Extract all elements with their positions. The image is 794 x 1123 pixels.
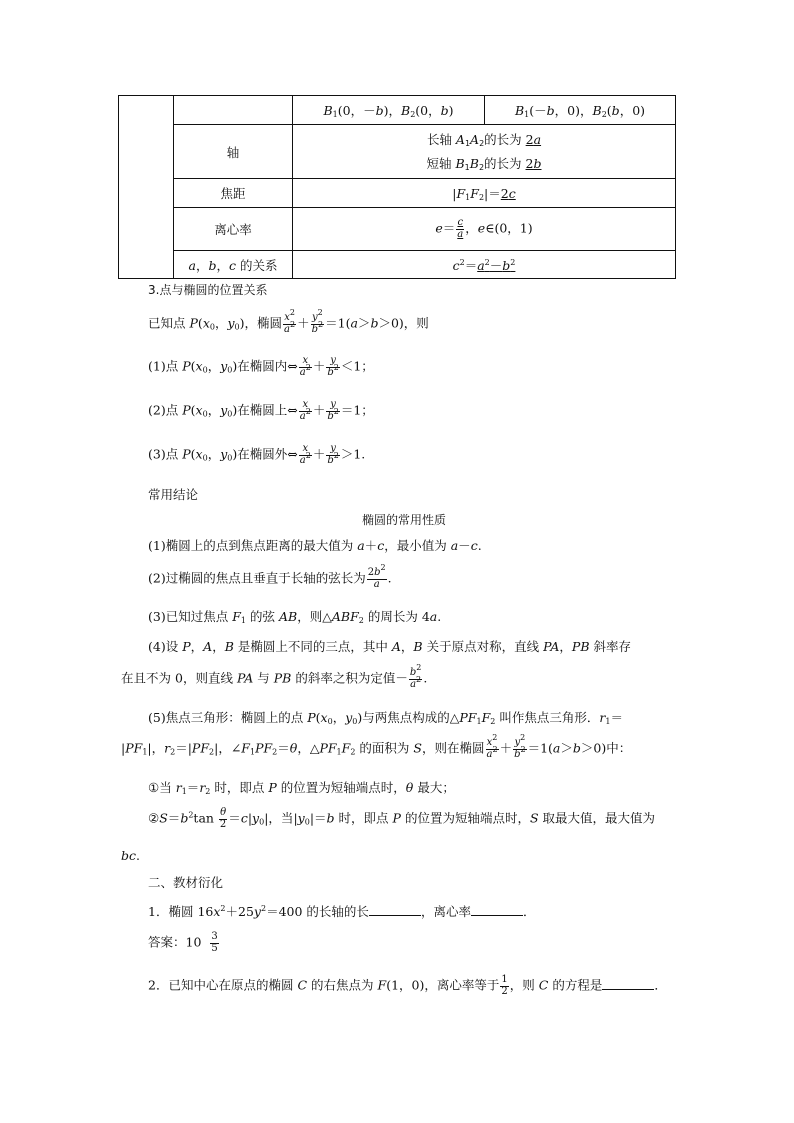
focal-value: $|F_1F_2|=2c$ [452, 186, 516, 202]
section3-heading: 3.点与椭圆的位置关系 [148, 283, 268, 297]
focal-label: 焦距 [220, 186, 246, 201]
conclusion-5-line1: (5)焦点三角形：椭圆上的点 $P(x_0$，$y_0$)与两焦点构成的$\triangle PF_1F_2$ 叫作焦点三角形．$r_1=$ [148, 710, 623, 726]
answer-value-1: 10 [185, 934, 202, 950]
conclusion-5-line5: bc. [121, 848, 140, 863]
conclusion-5-line4: $②S=b^2\tan$ $\frac{\theta}{2}$ $=c|y_0|$，当$|y_0|=b$ 时，即点 P 的位置为短轴端点时，S 取最大值，最大值为 [148, 807, 656, 830]
conclusion-3: (3)已知过焦点 $F_1$ 的弦 AB，则$\triangle ABF_2$ 的周长为 4a. [148, 609, 442, 625]
part2-heading: 二、教材衍化 [148, 875, 224, 890]
eccentricity-label: 离心率 [214, 222, 252, 237]
axis-values: 长轴 $A_1A_2$的长为 2a 短轴 $B_1B_2$的长为 2b [426, 131, 542, 172]
answer-1 [148, 932, 220, 954]
conclusion-5-line2: $|PF_1|$，$r_2=|PF_2|$，$\angle F_1PF_2=\theta$，$\triangle PF_1F_2$ 的面积为 S，则在椭圆 $\frac{x^2}{a^2}$ ＋ $\frac{y^2}{b^2}$ ＝1(a＞b＞0)中： [121, 733, 632, 760]
question-2: 2．已知中心在原点的椭圆 C 的右焦点为 F(1，0)，离心率等于 $\frac{1}{2}$ ，则 C 的方程是 ． [148, 974, 667, 997]
conclusion-4-line1: (4)设 P，A，B 是椭圆上不同的三点，其中 A，B 关于原点对称，直线 PA，PB 斜率存 [148, 639, 632, 654]
conclusion-2: (2)过椭圆的焦点且垂直于长轴的弦长为 $\frac{2b^2}{a}$ . [148, 563, 392, 590]
answer-label: 答案： [148, 934, 186, 950]
conclusion-5-line3: ①当 $r_1=r_2$ 时，即点 P 的位置为短轴端点时，θ 最大； [148, 780, 455, 796]
conclusions-heading: 常用结论 [148, 487, 199, 502]
vertices-b-vertical: $B_1(-b$，0)，$B_2(b$，0) [514, 103, 646, 119]
section3-item1: (1)点 $P(x_0$，$y_0$)在椭圆内⇔ $\frac{x}{a^2}$ ＋ $\frac{y}{b^2}$ ＜1； [148, 355, 374, 378]
section3-intro: 已知点 $P(x_0$，$y_0$)，椭圆 $\frac{x^2}{a^2}$ ＋ $\frac{y^2}{b^2}$ ＝1(a＞b＞0)，则 [148, 308, 429, 335]
section3-item3: (3)点 $P(x_0$，$y_0$)在椭圆外⇔ $\frac{x}{a^2}$ ＋ $\frac{y}{b^2}$ ＞1. [148, 443, 366, 466]
eccentricity-value: e＝ $\frac{c}{a}$ ，e∈(0，1) [435, 217, 533, 240]
relation-label: a，b，c 的关系 [188, 257, 278, 273]
axis-label: 轴 [226, 144, 240, 160]
conclusion-4-line2: 在且不为 0，则直线 PA 与 PB 的斜率之积为定值－ $\frac{b^2}{a^2}$ . [121, 663, 428, 690]
conclusion-1: (1)椭圆上的点到焦点距离的最大值为 a＋c，最小值为 a－c. [148, 538, 482, 553]
conclusions-title: 椭圆的常用性质 [362, 513, 447, 527]
question-1: 1．椭圆 $16x^2+25y^2=400$ 的长轴的长 ，离心率 ． [148, 904, 536, 919]
section3-item2: (2)点 $P(x_0$，$y_0$)在椭圆上⇔ $\frac{x}{a^2}$ ＋ $\frac{y}{b^2}$ ＝1； [148, 399, 374, 422]
relation-value: $c^2=a^2-b^2$ [452, 257, 516, 273]
answer-value-2: $\frac{3}{5}$ [211, 931, 218, 954]
vertices-b-horizontal: $B_1(0$，－b)，$B_2(0$，b) [323, 103, 454, 119]
